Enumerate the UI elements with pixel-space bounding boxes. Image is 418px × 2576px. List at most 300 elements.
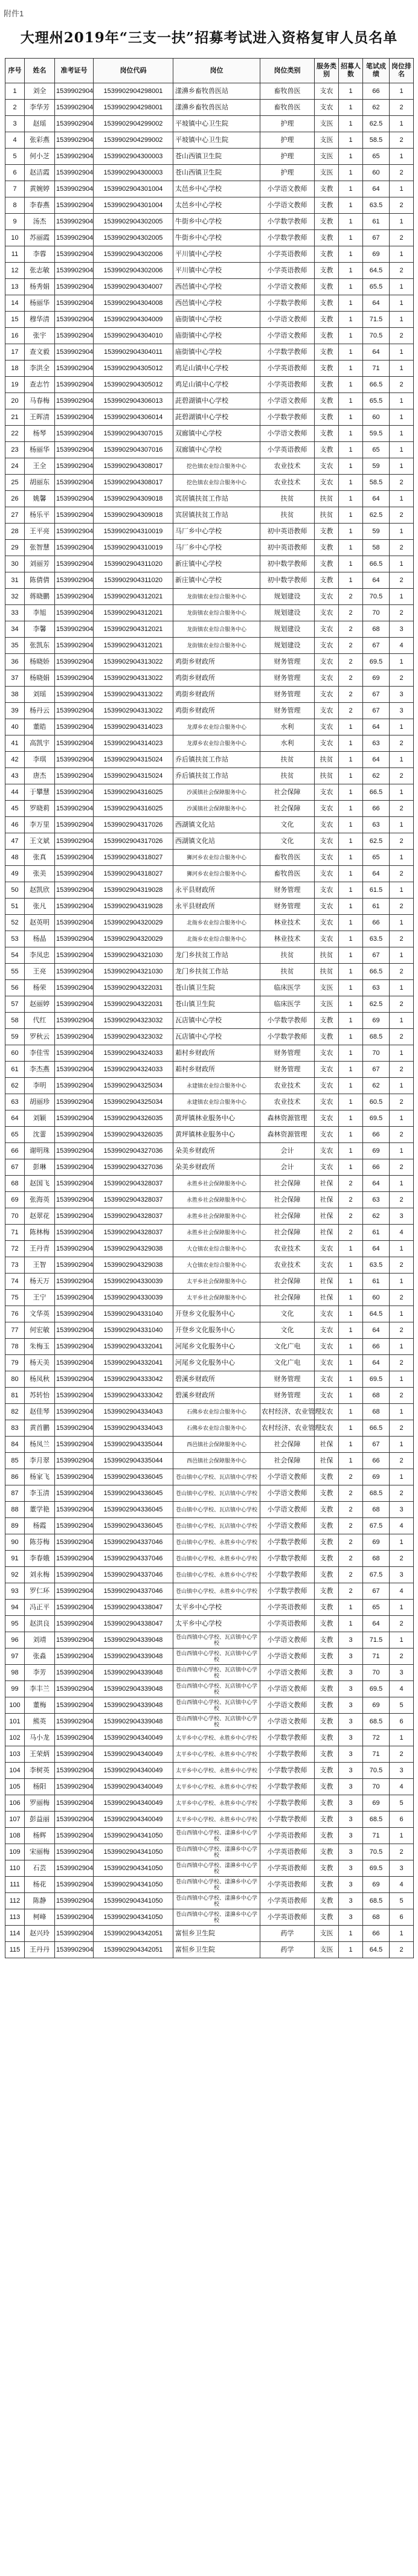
cell-index: 30 — [5, 556, 25, 572]
cell-rank: 1 — [390, 246, 414, 263]
cell-name: 张宇 — [25, 328, 55, 344]
cell-post: 新庄镇中心学校 — [173, 556, 260, 572]
cell-ticket: 1539902904 — [55, 1893, 94, 1909]
cell-post-code: 1539902904337046 — [94, 1534, 173, 1551]
cell-quota: 1 — [339, 947, 363, 964]
cell-ticket: 1539902904 — [55, 214, 94, 230]
cell-index: 1 — [5, 83, 25, 100]
cell-ticket: 1539902904 — [55, 1404, 94, 1420]
cell-name: 黄首鹏 — [25, 1420, 55, 1437]
cell-quota: 1 — [339, 230, 363, 246]
cell-score: 63.5 — [363, 1257, 390, 1274]
cell-post: 苍山西镇卫生院 — [173, 149, 260, 165]
cell-quota: 1 — [339, 409, 363, 426]
cell-post: 萂村乡财政所 — [173, 1045, 260, 1062]
cell-ticket: 1539902904 — [55, 1159, 94, 1176]
cell-post: 苍山西镇卫生院 — [173, 165, 260, 181]
cell-score: 70 — [363, 1665, 390, 1681]
cell-rank: 2 — [390, 230, 414, 246]
cell-score: 64.5 — [363, 263, 390, 279]
cell-post: 富恒乡卫生院 — [173, 1942, 260, 1958]
cell-service-type: 支农 — [315, 1078, 339, 1094]
cell-rank: 3 — [390, 1763, 414, 1779]
cell-index: 55 — [5, 964, 25, 980]
cell-rank: 2 — [390, 165, 414, 181]
cell-quota: 2 — [339, 1567, 363, 1583]
cell-quota: 1 — [339, 524, 363, 540]
cell-ticket: 1539902904 — [55, 817, 94, 833]
cell-quota: 1 — [339, 1437, 363, 1453]
cell-ticket: 1539902904 — [55, 1648, 94, 1665]
cell-category: 农业技术 — [260, 1257, 315, 1274]
cell-score: 66.5 — [363, 1420, 390, 1437]
cell-post: 永胜乡社会保障服务中心 — [173, 1225, 260, 1241]
cell-service-type: 支农 — [315, 1110, 339, 1127]
cell-post: 茈碧湖镇中心学校 — [173, 393, 260, 409]
cell-ticket: 1539902904 — [55, 246, 94, 263]
cell-ticket: 1539902904 — [55, 1665, 94, 1681]
cell-score: 67.5 — [363, 1567, 390, 1583]
cell-quota: 1 — [339, 556, 363, 572]
cell-score: 67 — [363, 1583, 390, 1600]
cell-score: 68.5 — [363, 1485, 390, 1502]
cell-service-type: 支农 — [315, 654, 339, 670]
cell-post: 沙溪镇社会保障服务中心 — [173, 784, 260, 801]
cell-score: 64 — [363, 344, 390, 360]
cell-post-code: 1539902904335044 — [94, 1453, 173, 1469]
cell-category: 畜牧兽医 — [260, 83, 315, 100]
candidate-table — [5, 58, 414, 1958]
cell-service-type: 支教 — [315, 1632, 339, 1648]
cell-score: 61 — [363, 1274, 390, 1290]
cell-quota: 1 — [339, 850, 363, 866]
cell-service-type: 支教 — [315, 377, 339, 393]
cell-score: 66 — [363, 1159, 390, 1176]
cell-post-code: 1539902904312021 — [94, 638, 173, 654]
cell-category: 小学数学教师 — [260, 1583, 315, 1600]
table-row — [5, 670, 414, 687]
cell-name: 李春燕 — [25, 197, 55, 214]
cell-index: 42 — [5, 752, 25, 768]
cell-name: 杨荣 — [25, 980, 55, 996]
cell-score: 66 — [363, 801, 390, 817]
cell-post: 鸡足山镇中心学校 — [173, 360, 260, 377]
cell-score: 66.5 — [363, 964, 390, 980]
table-row — [5, 1534, 414, 1551]
cell-post-code: 1539902904338047 — [94, 1600, 173, 1616]
cell-quota: 1 — [339, 491, 363, 507]
cell-name: 罗晓莉 — [25, 801, 55, 817]
cell-category: 小学英语教师 — [260, 377, 315, 393]
cell-name: 查文毅 — [25, 344, 55, 360]
cell-category: 小学语文教师 — [260, 1469, 315, 1485]
cell-category: 小学数学教师 — [260, 1763, 315, 1779]
table-row — [5, 589, 414, 605]
cell-service-type: 支农 — [315, 784, 339, 801]
cell-post: 苍山西镇中心学校、瓦店镇中心学校 — [173, 1714, 260, 1730]
cell-post-code: 1539902904314023 — [94, 735, 173, 752]
cell-name: 杨丹云 — [25, 703, 55, 719]
table-row — [5, 1437, 414, 1453]
cell-service-type: 支教 — [315, 1681, 339, 1697]
cell-post: 永胜乡社会保障服务中心 — [173, 1208, 260, 1225]
cell-category: 社会保障 — [260, 801, 315, 817]
cell-post-code: 1539902904336045 — [94, 1469, 173, 1485]
cell-ticket: 1539902904 — [55, 1453, 94, 1469]
cell-post: 龙街镇农业综合服务中心 — [173, 638, 260, 654]
cell-name: 赵翠花 — [25, 1208, 55, 1225]
cell-post-code: 1539902904313022 — [94, 654, 173, 670]
cell-score: 58 — [363, 540, 390, 556]
table-row — [5, 1225, 414, 1241]
table-row — [5, 132, 414, 149]
cell-index: 44 — [5, 784, 25, 801]
cell-rank: 1 — [390, 426, 414, 442]
cell-name: 罗秋云 — [25, 1029, 55, 1045]
cell-name: 谢明珠 — [25, 1143, 55, 1159]
cell-post-code: 1539902904306014 — [94, 409, 173, 426]
cell-service-type: 支农 — [315, 882, 339, 899]
cell-index: 115 — [5, 1942, 25, 1958]
cell-post: 牛街乡中心学校 — [173, 214, 260, 230]
cell-name: 李华芳 — [25, 100, 55, 116]
table-row — [5, 181, 414, 197]
cell-category: 小学英语教师 — [260, 442, 315, 458]
cell-index: 104 — [5, 1763, 25, 1779]
cell-service-type: 支农 — [315, 1404, 339, 1420]
cell-rank: 2 — [390, 1062, 414, 1078]
cell-ticket: 1539902904 — [55, 866, 94, 882]
cell-score: 61 — [363, 1225, 390, 1241]
cell-ticket: 1539902904 — [55, 687, 94, 703]
cell-post-code: 1539902904325034 — [94, 1078, 173, 1094]
cell-post: 新庄镇中心学校 — [173, 572, 260, 589]
cell-name: 冯正平 — [25, 1600, 55, 1616]
cell-index: 71 — [5, 1225, 25, 1241]
cell-category: 会计 — [260, 1159, 315, 1176]
cell-post: 瓦店镇中心学校 — [173, 1013, 260, 1029]
cell-ticket: 1539902904 — [55, 1274, 94, 1290]
cell-post-code: 1539902904341050 — [94, 1860, 173, 1877]
cell-service-type: 支教 — [315, 279, 339, 295]
table-row — [5, 605, 414, 621]
cell-ticket: 1539902904 — [55, 524, 94, 540]
cell-post: 苍山西镇中心学校、漾濞乡中心学校 — [173, 1893, 260, 1909]
cell-quota: 1 — [339, 197, 363, 214]
cell-rank: 1 — [390, 817, 414, 833]
cell-index: 25 — [5, 475, 25, 491]
table-row — [5, 1730, 414, 1746]
cell-rank: 5 — [390, 1893, 414, 1909]
cell-post: 太平乡中心学校、永胜乡中心学校 — [173, 1812, 260, 1828]
cell-score: 67 — [363, 1062, 390, 1078]
cell-category: 护理 — [260, 116, 315, 132]
table-row — [5, 1893, 414, 1909]
table-row — [5, 1241, 414, 1257]
cell-category: 规划建设 — [260, 621, 315, 638]
cell-index: 84 — [5, 1437, 25, 1453]
table-row — [5, 915, 414, 931]
cell-rank: 2 — [390, 507, 414, 524]
cell-ticket: 1539902904 — [55, 833, 94, 850]
table-row — [5, 507, 414, 524]
cell-ticket: 1539902904 — [55, 279, 94, 295]
table-row — [5, 931, 414, 947]
cell-index: 27 — [5, 507, 25, 524]
cell-category: 社会保障 — [260, 1208, 315, 1225]
cell-score: 60 — [363, 165, 390, 181]
cell-post-code: 1539902904326035 — [94, 1110, 173, 1127]
cell-service-type: 支医 — [315, 1942, 339, 1958]
cell-post: 茈碧湖镇中心学校 — [173, 409, 260, 426]
cell-service-type: 支农 — [315, 866, 339, 882]
cell-rank: 1 — [390, 524, 414, 540]
cell-name: 宋丽梅 — [25, 1844, 55, 1860]
cell-quota: 2 — [339, 589, 363, 605]
cell-rank: 1 — [390, 1534, 414, 1551]
cell-quota: 3 — [339, 1730, 363, 1746]
cell-rank: 1 — [390, 1241, 414, 1257]
cell-post-code: 1539902904302006 — [94, 263, 173, 279]
cell-rank: 2 — [390, 670, 414, 687]
cell-category: 社会保障 — [260, 784, 315, 801]
table-row — [5, 1469, 414, 1485]
cell-score: 63.5 — [363, 197, 390, 214]
cell-category: 小学语文教师 — [260, 181, 315, 197]
table-row — [5, 1518, 414, 1534]
cell-name: 高凯宇 — [25, 735, 55, 752]
table-row — [5, 572, 414, 589]
cell-post-code: 1539902904328037 — [94, 1176, 173, 1192]
cell-score: 66.5 — [363, 784, 390, 801]
cell-ticket: 1539902904 — [55, 1942, 94, 1958]
cell-score: 64 — [363, 752, 390, 768]
cell-name: 李明 — [25, 1078, 55, 1094]
cell-post-code: 1539902904318027 — [94, 850, 173, 866]
cell-category: 小学英语教师 — [260, 1877, 315, 1893]
cell-ticket: 1539902904 — [55, 1600, 94, 1616]
cell-category: 护理 — [260, 132, 315, 149]
cell-category: 水利 — [260, 735, 315, 752]
cell-post: 黄坪镇林业服务中心 — [173, 1110, 260, 1127]
cell-post: 开登乡文化服务中心 — [173, 1322, 260, 1339]
cell-rank: 4 — [390, 638, 414, 654]
table-row — [5, 1045, 414, 1062]
cell-rank: 2 — [390, 1942, 414, 1958]
cell-category: 社会保障 — [260, 1453, 315, 1469]
cell-quota: 1 — [339, 328, 363, 344]
cell-index: 75 — [5, 1290, 25, 1306]
cell-index: 88 — [5, 1502, 25, 1518]
cell-ticket: 1539902904 — [55, 197, 94, 214]
cell-ticket: 1539902904 — [55, 915, 94, 931]
cell-post-code: 1539902904337046 — [94, 1583, 173, 1600]
cell-index: 68 — [5, 1176, 25, 1192]
table-row — [5, 1860, 414, 1877]
cell-rank: 2 — [390, 1257, 414, 1274]
cell-quota: 2 — [339, 1176, 363, 1192]
cell-post: 乔后镇扶贫工作站 — [173, 752, 260, 768]
cell-index: 67 — [5, 1159, 25, 1176]
cell-category: 小学英语教师 — [260, 360, 315, 377]
cell-post: 苍山西镇中心学校、瓦店镇中心学校 — [173, 1681, 260, 1697]
cell-post-code: 1539902904324033 — [94, 1045, 173, 1062]
cell-category: 林业技术 — [260, 931, 315, 947]
cell-rank: 2 — [390, 1746, 414, 1763]
cell-post-code: 1539902904307015 — [94, 426, 173, 442]
cell-service-type: 支教 — [315, 1779, 339, 1795]
cell-index: 95 — [5, 1616, 25, 1632]
cell-post-code: 1539902904307016 — [94, 442, 173, 458]
cell-score: 64.5 — [363, 1942, 390, 1958]
cell-service-type: 扶贫 — [315, 964, 339, 980]
cell-post: 龙潭乡农业综合服务中心 — [173, 719, 260, 735]
cell-category: 财务管理 — [260, 687, 315, 703]
cell-quota: 1 — [339, 312, 363, 328]
cell-ticket: 1539902904 — [55, 1795, 94, 1812]
cell-service-type: 支农 — [315, 1322, 339, 1339]
cell-index: 56 — [5, 980, 25, 996]
cell-category: 文化广电 — [260, 1339, 315, 1355]
cell-rank: 2 — [390, 1290, 414, 1306]
cell-score: 61.5 — [363, 882, 390, 899]
cell-post: 庙街镇中心学校 — [173, 328, 260, 344]
cell-rank: 1 — [390, 83, 414, 100]
cell-index: 100 — [5, 1697, 25, 1714]
cell-score: 70.5 — [363, 589, 390, 605]
cell-ticket: 1539902904 — [55, 719, 94, 735]
cell-service-type: 扶贫 — [315, 947, 339, 964]
cell-quota: 1 — [339, 899, 363, 915]
cell-service-type: 支教 — [315, 1763, 339, 1779]
cell-ticket: 1539902904 — [55, 605, 94, 621]
cell-score: 68 — [363, 621, 390, 638]
table-row — [5, 377, 414, 393]
cell-service-type: 社保 — [315, 1453, 339, 1469]
cell-index: 52 — [5, 915, 25, 931]
cell-service-type: 支农 — [315, 100, 339, 116]
cell-rank: 1 — [390, 1143, 414, 1159]
cell-ticket: 1539902904 — [55, 931, 94, 947]
cell-category: 规划建设 — [260, 638, 315, 654]
cell-name: 李洪全 — [25, 360, 55, 377]
cell-post: 平坡镇中心卫生院 — [173, 132, 260, 149]
cell-ticket: 1539902904 — [55, 295, 94, 312]
cell-service-type: 支农 — [315, 833, 339, 850]
cell-score: 59 — [363, 524, 390, 540]
cell-index: 70 — [5, 1208, 25, 1225]
cell-quota: 3 — [339, 1795, 363, 1812]
cell-service-type: 支教 — [315, 572, 339, 589]
cell-category: 小学数学教师 — [260, 1795, 315, 1812]
cell-ticket: 1539902904 — [55, 1681, 94, 1697]
cell-index: 4 — [5, 132, 25, 149]
cell-quota: 3 — [339, 1844, 363, 1860]
cell-post-code: 1539902904332041 — [94, 1339, 173, 1355]
cell-score: 69 — [363, 1795, 390, 1812]
cell-name: 杨花 — [25, 1877, 55, 1893]
cell-post: 西湖镇文化站 — [173, 817, 260, 833]
cell-rank: 1 — [390, 556, 414, 572]
cell-index: 102 — [5, 1730, 25, 1746]
cell-category: 小学英语教师 — [260, 1844, 315, 1860]
cell-index: 21 — [5, 409, 25, 426]
cell-ticket: 1539902904 — [55, 1078, 94, 1094]
cell-service-type: 支教 — [315, 1600, 339, 1616]
cell-service-type: 支农 — [315, 1127, 339, 1143]
cell-score: 70 — [363, 605, 390, 621]
cell-category: 小学数学教师 — [260, 1534, 315, 1551]
cell-service-type: 支医 — [315, 149, 339, 165]
cell-service-type: 支教 — [315, 1029, 339, 1045]
cell-service-type: 扶贫 — [315, 752, 339, 768]
cell-name: 王宁 — [25, 1290, 55, 1306]
cell-score: 67 — [363, 703, 390, 719]
cell-post-code: 1539902904304010 — [94, 328, 173, 344]
cell-score: 60 — [363, 1290, 390, 1306]
cell-ticket: 1539902904 — [55, 1860, 94, 1877]
cell-service-type: 支教 — [315, 1665, 339, 1681]
cell-score: 58.5 — [363, 132, 390, 149]
cell-category: 水利 — [260, 719, 315, 735]
cell-index: 78 — [5, 1339, 25, 1355]
cell-service-type: 支教 — [315, 344, 339, 360]
cell-index: 92 — [5, 1567, 25, 1583]
cell-service-type: 支教 — [315, 1518, 339, 1534]
cell-rank: 1 — [390, 1404, 414, 1420]
cell-post: 苍山镇中心学校、瓦店镇中心学校 — [173, 1469, 260, 1485]
cell-ticket: 1539902904 — [55, 1094, 94, 1110]
cell-quota: 1 — [339, 768, 363, 784]
table-row — [5, 426, 414, 442]
cell-ticket: 1539902904 — [55, 1241, 94, 1257]
cell-post-code: 1539902904329038 — [94, 1257, 173, 1274]
cell-score: 71 — [363, 1746, 390, 1763]
cell-service-type: 社保 — [315, 1437, 339, 1453]
cell-ticket: 1539902904 — [55, 1828, 94, 1844]
cell-name: 马春梅 — [25, 393, 55, 409]
cell-post-code: 1539902904322031 — [94, 996, 173, 1013]
cell-name: 李春娥 — [25, 1551, 55, 1567]
cell-score: 65 — [363, 149, 390, 165]
cell-post: 苍山镇中心学校、瓦店镇中心学校 — [173, 1518, 260, 1534]
cell-index: 83 — [5, 1420, 25, 1437]
table-row — [5, 328, 414, 344]
cell-category: 扶贫 — [260, 752, 315, 768]
page-title: 大理州2019年“三支一扶”招募考试进入资格复审人员名单 — [20, 30, 398, 46]
cell-category: 社会保障 — [260, 1437, 315, 1453]
table-row — [5, 165, 414, 181]
cell-post-code: 1539902904339048 — [94, 1714, 173, 1730]
cell-rank: 2 — [390, 996, 414, 1013]
cell-category: 临床医学 — [260, 996, 315, 1013]
cell-service-type: 支农 — [315, 899, 339, 915]
cell-service-type: 支教 — [315, 1534, 339, 1551]
cell-score: 68.5 — [363, 1812, 390, 1828]
cell-service-type: 支教 — [315, 1469, 339, 1485]
table-row — [5, 246, 414, 263]
cell-ticket: 1539902904 — [55, 165, 94, 181]
cell-index: 111 — [5, 1877, 25, 1893]
cell-category: 小学语文教师 — [260, 1502, 315, 1518]
cell-score: 62.5 — [363, 507, 390, 524]
cell-quota: 2 — [339, 703, 363, 719]
cell-quota: 3 — [339, 1746, 363, 1763]
cell-ticket: 1539902904 — [55, 850, 94, 866]
cell-score: 63 — [363, 735, 390, 752]
cell-index: 3 — [5, 116, 25, 132]
table-row — [5, 344, 414, 360]
